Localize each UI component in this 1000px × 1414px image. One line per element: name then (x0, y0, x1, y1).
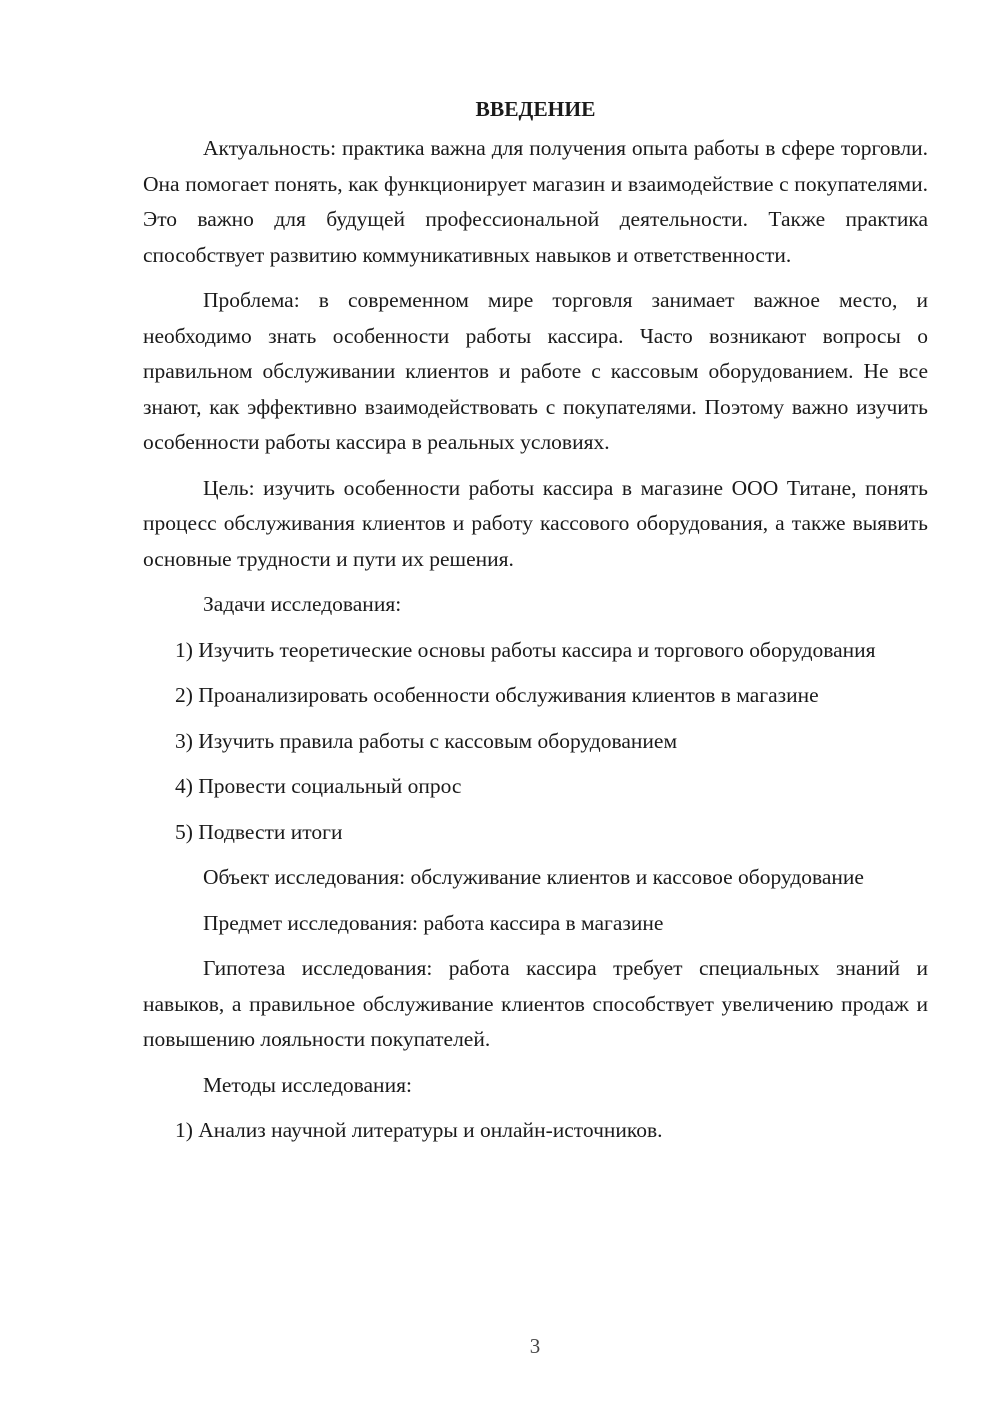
object-paragraph: Объект исследования: обслуживание клиентов и кассовое оборудование (203, 865, 864, 889)
tasks-heading: Задачи исследования: (203, 592, 402, 616)
method-item: 1) Анализ научной литературы и онлайн-источников. (175, 1118, 663, 1142)
methods-heading: Методы исследования: (203, 1072, 412, 1097)
task-item: 4) Провести социальный опрос (175, 774, 462, 798)
document-page (143, 92, 928, 1159)
task-item: 5) Подвести итоги (175, 819, 343, 844)
page-title: ВВЕДЕНИЕ (475, 97, 596, 121)
task-item: 3) Изучить правила работы с кассовым оборудованием (175, 728, 678, 753)
hypothesis-paragraph: Гипотеза исследования: работа кассира требует специальных знаний и навыков, а правильное обслуживание клиентов способствует увеличению продаж и повышению лояльности покупателей. (143, 956, 928, 1051)
relevance-paragraph: Актуальность: практика важна для получения опыта работы в сфере торговли. Она помогает понять, как функционирует магазин и взаимодействие с покупателями. Это важно для будущей профессиональной деятельности. Также практика способствует развитию коммуникативных навыков и ответственности. (143, 136, 928, 267)
task-item: 2) Проанализировать особенности обслуживания клиентов в магазине (175, 683, 819, 707)
goal-paragraph: Цель: изучить особенности работы кассира в магазине ООО Титане, понять процесс обслуживания клиентов и работу кассового оборудования, а также выявить основные трудности и пути их решения. (143, 475, 928, 571)
subject-paragraph: Предмет исследования: работа кассира в магазине (203, 910, 664, 935)
task-item: 1) Изучить теоретические основы работы кассира и торгового оборудования (175, 637, 876, 662)
page-number: 3 (529, 1334, 541, 1358)
problem-paragraph: Проблема: в современном мире торговля занимает важное место, и необходимо знать особенности работы кассира. Часто возникают вопросы о правильном обслуживании клиентов и работе с кассовым оборудованием. Не все знают, как эффективно взаимодействовать с покупателями. Поэтому важно изучить особенности работы кассира в реальных условиях. (143, 288, 928, 454)
